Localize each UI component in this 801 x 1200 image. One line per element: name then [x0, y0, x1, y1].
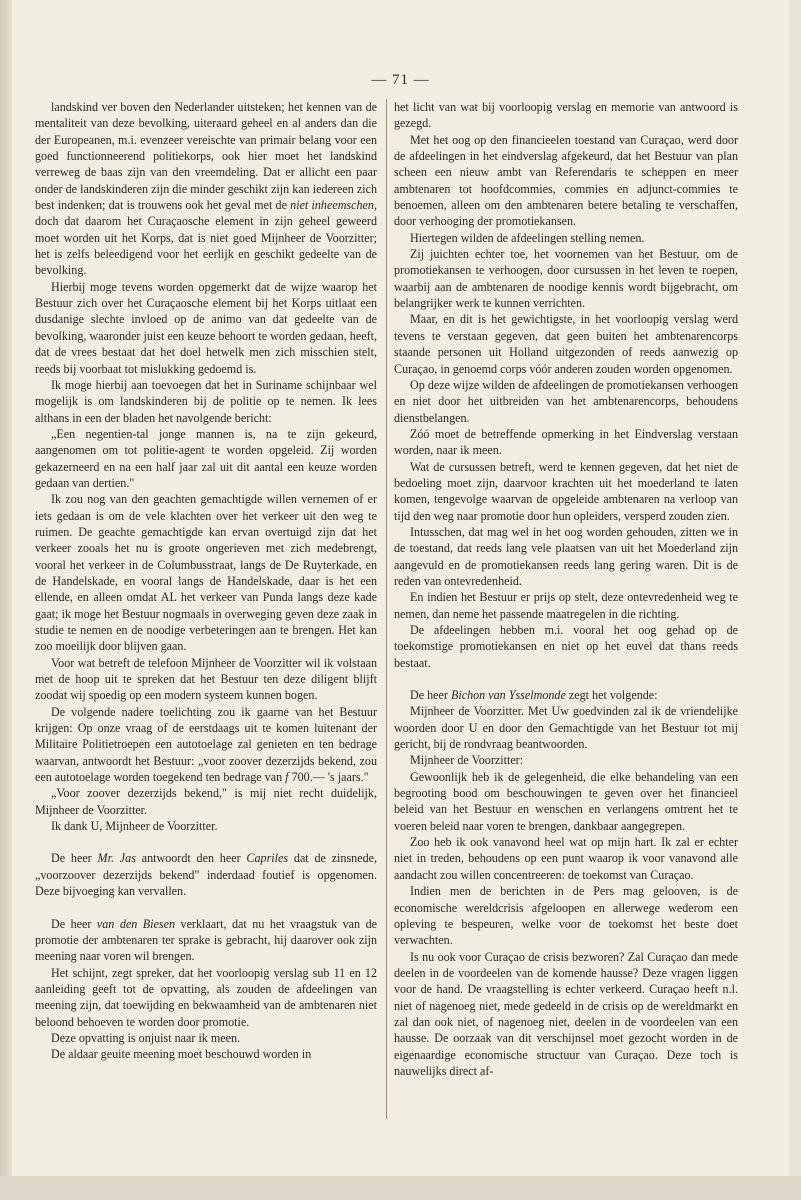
right-paragraph [394, 883, 738, 948]
left-paragraph [35, 850, 377, 899]
paragraph-text: Ik moge hierbij aan toevoegen dat het in Suriname schijnbaar wel mogelijk is om landskinderen bij de politie op te nemen. Ik lees althans in een der bladen het navolgende bericht: [35, 377, 377, 425]
right-paragraph [394, 524, 738, 589]
paragraph-text: Met het oog op den financieelen toestand van Curaçao, werd door de afdeelingen in het eindverslag afgekeurd, dat het Bestuur van plan scheen een nieuw ambt van Referendaris te scheppen en meer ambtenaren tot hoofdcommies, commies en adjunct-commies te benoemen, alleen om den ambtenaren betere betaling te verschaffen, door verhooging der promotiekansen. [394, 132, 738, 229]
paragraph-text: Gewoonlijk heb ik de gelegenheid, die elke behandeling van een begrooting bood om beschouwingen te geven over het financieel beleid van het Bestuur en wenschen en verlangens omtrent het te voeren beleid naar voren te brengen, dankbaar aangegrepen. [394, 769, 738, 833]
paragraph-text: doch dat daarom het Curaçaosche element in zijn geheel geweerd moet worden uit het Korps, dat is niet goed Mijnheer de Voorzitter; het is zelfs beleedigend voor het eerlijk en geschikt gedeelte van de bevolking. [35, 214, 377, 278]
paragraph-text: De heer [51, 851, 98, 866]
paragraph-text: Op deze wijze wilden de afdeelingen de promotiekansen verhoogen en niet door het uitbreiden van het ambtenarencorps, behoudens dienstbelangen. [394, 377, 738, 425]
paragraph-text: De heer [410, 688, 451, 703]
page-edge [0, 0, 12, 1200]
paragraph-text: Voor wat betreft de telefoon Mijnheer de Voorzitter wil ik volstaan met de hoop uit te spreken dat het Bestuur ten deze diligent blijft zoodat wij spoedig op een modern systeem kunnen bogen. [35, 655, 377, 703]
right-paragraph [394, 377, 738, 426]
column-divider [386, 99, 387, 1119]
left-paragraph [35, 1030, 377, 1046]
left-paragraph [35, 965, 377, 1030]
paragraph-text: En indien het Bestuur er prijs op stelt, deze ontevredenheid weg te nemen, dan neme het passende maatregelen in die richting. [394, 590, 738, 621]
paragraph-text: Intusschen, dat mag wel in het oog worden gehouden, zitten we in de toestand, dat reeds lang vele plaatsen van uit het Moederland zijn aangevuld en de promotiekansen reeds lang gering waren. Dit is de reden van ontevredenheid. [394, 524, 738, 588]
left-paragraph [35, 279, 377, 377]
paragraph-text: verklaart, dat nu het vraagstuk van de promotie der ambtenaren ter sprake is gebracht, hij daarover ook zijn meening naar voren wil brengen. [35, 916, 377, 964]
right-paragraph [394, 311, 738, 376]
page-number: — 71 — [371, 72, 430, 88]
paragraph-text: Zoo heb ik ook vanavond heel wat op mijn hart. Ik zal er echter niet in treden, behoudens op een punt waarop ik voor vanavond alle aandacht zou willen concentreeren: de toekomst van Curaçao. [394, 835, 738, 882]
right-paragraph [394, 132, 738, 230]
paragraph-text: Hiertegen wilden de afdeelingen stelling nemen. [410, 230, 645, 245]
paragraph-text: Ik dank U, Mijnheer de Voorzitter. [51, 819, 218, 834]
paragraph-text: Deze opvatting is onjuist naar ik meen. [51, 1030, 241, 1045]
italic-name: f [285, 770, 289, 785]
paragraph-text: Hierbij moge tevens worden opgemerkt dat de wijze waarop het Bestuur zich over het Curaçaosche element bij het Korps uitlaat een dusdanige slechte invloed op de animo van dat gedeelte van de bevolking, waaronder juist een keuze behoort te worden gedaan, heeft, dat de vrees bestaat dat het doel hetwelk men zich misschien stelt, reeds bij voorbaat tot mislukking gedoemd is. [35, 279, 377, 376]
italic-name: Mr. Jas [97, 851, 136, 866]
right-paragraph [394, 426, 738, 459]
right-paragraph [394, 459, 738, 524]
left-paragraph [35, 377, 377, 426]
left-paragraph [35, 785, 377, 818]
paragraph-text: landskind ver boven den Nederlander uitsteken; het kennen van de mentaliteit van deze bevolking, uiteraard geheel en al anders dan die der Europeanen, m.i. evenzeer vereischte van primair belang voor een goed functionneerend politiekorps, ook hier moet het landskind verreweg de baas zijn van den vreemdeling. Dat er allicht een paar onder de landskinderen zijn die minder geschikt zijn kan iedereen zich best indenken; dat is trouwens ook het geval met de [35, 100, 377, 213]
right-paragraph [394, 246, 738, 311]
paragraph-text: De volgende nadere toelichting zou ik gaarne van het Bestuur krijgen: Op onze vraag of de eerstdaags uit te komen luitenant der Militaire Politietroepen een autotoelage zal genieten en ten bedrage waarvan, antwoordt het Bestuur: „voor zoover dezerzijds bekend, zou een autotoelage worden toegekend ten bedrage van [35, 704, 377, 785]
paragraph-text: Het schijnt, zegt spreker, dat het voorloopig verslag sub 11 en 12 aanleiding geeft tot de opvatting, als zouden de afdeelingen van meening zijn, dat toewijding en bekwaamheid van de ambtenaren niet beloond behoeven te worden door promotie. [35, 965, 377, 1029]
italic-name: niet inheemschen, [290, 198, 377, 213]
right-paragraph [394, 230, 738, 246]
left-column [35, 99, 377, 1063]
paragraph-text: het licht van wat bij voorloopig verslag en memorie van antwoord is gezegd. [394, 100, 738, 131]
paragraph-text: dat de zinsnede, „voorzoover dezerzijds bekend" inderdaad foutief is opgenomen. Deze bijvoeging kan vervallen. [35, 851, 378, 899]
left-paragraph [35, 916, 377, 965]
page-bottom-band [0, 1176, 801, 1200]
left-paragraph [35, 1046, 377, 1062]
right-paragraph [394, 752, 738, 768]
paragraph-text: 700.— 's jaars." [288, 770, 369, 785]
paragraph-text: Maar, en dit is het gewichtigste, in het voorloopig verslag werd tevens te verstaan gegeven, dat geen buiten het ambtenarencorps staande personen uit Holland uitgezonden of reeds aanwezig op Curaçao, in genoemd corps vóór anderen zouden worden opgenomen. [394, 312, 738, 376]
left-paragraph [35, 818, 377, 834]
left-paragraph [35, 426, 377, 491]
paragraph-text: zegt het volgende: [565, 688, 658, 703]
right-paragraph [394, 703, 738, 752]
right-paragraph [394, 834, 738, 883]
italic-name: van den Biesen [96, 916, 176, 931]
paragraph-text: De aldaar geuite meening moet beschouwd worden in [51, 1047, 312, 1062]
left-paragraph [35, 99, 377, 279]
right-paragraph [394, 769, 738, 834]
paragraph-text: Ik zou nog van den geachten gemachtigde willen vernemen of er iets gedaan is om de vele klachten over het verkeer uit den weg te ruimen. De geachte gemachtigde kan ervan overtuigd zijn dat het verkeer zooals het nu is groote ongerieven met zich medebrengt, vooral het verkeer in de Columbusstraat, langs de De Ruyterkade, en de Handelskade, en vooral langs de Handelskade, daar is het een ellende, en alleen omdat AL het verkeer van Punda langs deze kade gaat; ik moge het Bestuur nogmaals in overweging geven deze zaak in studie te nemen en de noodige verbeteringen aan te brengen. Het kan zoo moeilijk door blijven gaan. [35, 492, 377, 654]
italic-name: Capriles [246, 851, 289, 866]
right-column [394, 99, 738, 1079]
right-paragraph [394, 622, 738, 671]
italic-name: Bichon van Ysselmonde [450, 688, 566, 703]
paragraph-text: „Een negentien-tal jonge mannen is, na te zijn gekeurd, aangenomen om tot politie-agent te worden opgeleid. Zij worden gekazerneerd en na een half jaar zal uit dit aantal een keuze worden gedaan van dertien." [35, 426, 377, 490]
right-paragraph [394, 687, 738, 703]
paragraph-text: „Voor zoover dezerzijds bekend," is mij niet recht duidelijk, Mijnheer de Voorzitter. [35, 786, 377, 817]
paragraph-text: antwoordt den heer [135, 851, 247, 866]
left-paragraph [35, 655, 377, 704]
paragraph-text: Is nu ook voor Curaçao de crisis bezworen? Zal Curaçao dan mede deelen in de voordeelen van de komende hausse? Deze vragen liggen voor de hand. De vraagstelling is echter verkeerd. Curaçao heeft n.l. niet of nagenoeg niet, mede gedeeld in de crisis op de wereldmarkt en zal dan ook niet, of nagenoeg niet, deelen in de voordeelen van een hausse. De oorzaak van dit verschijnsel moet gezocht worden in de eigenaardige economische structuur van Curaçao. Deze toch is nauwelijks direct af- [394, 949, 738, 1078]
right-paragraph [394, 589, 738, 622]
paragraph-text: Zóó moet de betreffende opmerking in het Eindverslag verstaan worden, naar ik meen. [394, 426, 738, 458]
paragraph-text: Wat de cursussen betreft, werd te kennen gegeven, dat het niet de bedoeling moet zijn, daarvoor krachten uit het moederland te laten komen, tengevolge waarvan de opgeleide ambtenaren na verloop van tijd den weg naar promotie door hun opleiders, versperd zouden zien. [394, 459, 738, 523]
paragraph-text: Zij juichten echter toe, het voornemen van het Bestuur, om de promotiekansen te verhoogen, door cursussen in het leven te roepen, waarbij aan de ambtenaren de noodige kennis wordt bijgebracht, om belangrijker werk te kunnen verrichten. [394, 247, 738, 311]
paragraph-text: Mijnheer de Voorzitter. Met Uw goedvinden zal ik de vriendelijke woorden door U en door den Gemachtigde van het Bestuur tot mij gericht, bij de rondvraag beantwoorden. [394, 704, 738, 752]
paragraph-text: Indien men de berichten in de Pers mag gelooven, is de economische wereldcrisis afgeloopen en allerwege wederom een opleving te bespeuren, welke voor de toekomst het beste doet verwachten. [394, 884, 738, 948]
paragraph-text: Mijnheer de Voorzitter: [410, 753, 524, 768]
paragraph-text: De afdeelingen hebben m.i. vooral het oog gehad op de toekomstige promotiekansen en niet op het euvel dat thans reeds bestaat. [394, 623, 738, 670]
right-paragraph [394, 99, 738, 132]
right-paragraph [394, 949, 738, 1080]
left-paragraph [35, 491, 377, 654]
paragraph-text: De heer [51, 916, 97, 931]
left-paragraph [35, 704, 377, 786]
